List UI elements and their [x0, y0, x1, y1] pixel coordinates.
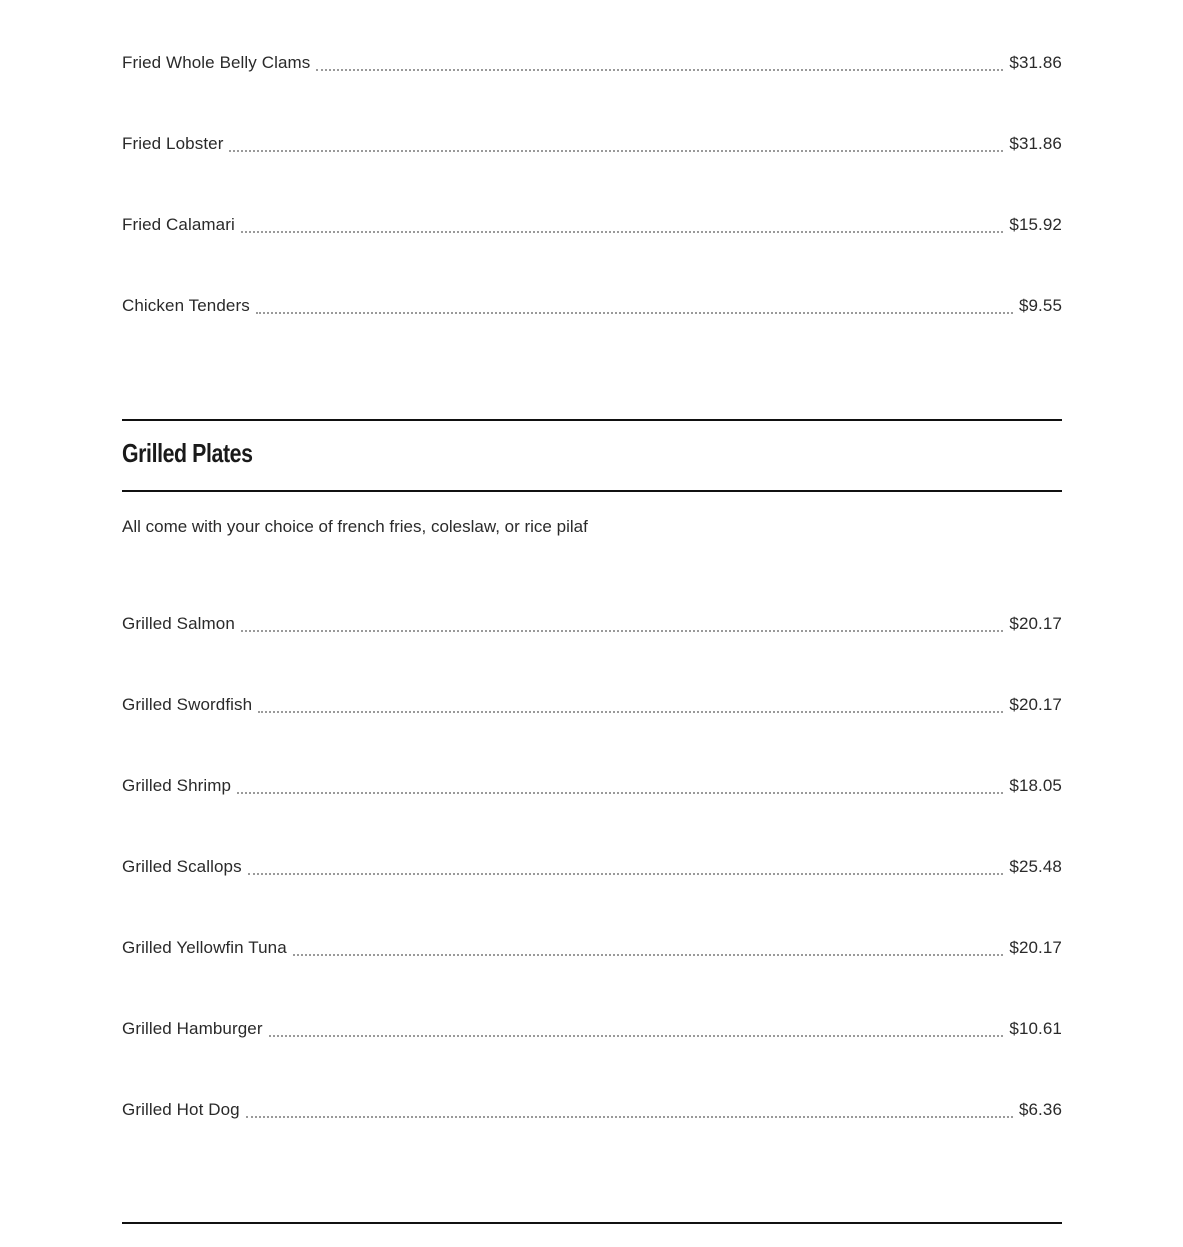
dot-leader — [246, 1116, 1013, 1118]
menu-item-price: $18.05 — [1009, 776, 1062, 795]
menu-item — [122, 612, 1062, 636]
menu-item — [122, 1098, 1062, 1122]
dot-leader — [256, 312, 1013, 314]
menu-item — [122, 855, 1062, 879]
menu-item — [122, 294, 1062, 318]
section-divider-top — [122, 419, 1062, 421]
dot-leader — [248, 873, 1004, 875]
dot-leader — [258, 711, 1003, 713]
dot-leader — [293, 954, 1004, 956]
menu-item — [122, 693, 1062, 717]
menu-item-name: Grilled Hot Dog — [122, 1100, 240, 1119]
dot-leader — [269, 1035, 1004, 1037]
menu-item-name: Grilled Hamburger — [122, 1019, 263, 1038]
menu-item — [122, 774, 1062, 798]
menu-item-price: $15.92 — [1009, 215, 1062, 234]
menu-item — [122, 132, 1062, 156]
dot-leader — [237, 792, 1003, 794]
menu-item — [122, 51, 1062, 75]
menu-item-price: $9.55 — [1018, 296, 1062, 315]
menu-item — [122, 936, 1062, 960]
section-divider-bottom — [122, 490, 1062, 492]
dot-leader — [316, 69, 1003, 71]
menu-item-name: Grilled Scallops — [122, 857, 242, 876]
menu-item-price: $31.86 — [1009, 134, 1062, 153]
dot-leader — [229, 150, 1003, 152]
menu-item-price: $6.36 — [1018, 1100, 1062, 1119]
menu-item-price: $20.17 — [1009, 614, 1062, 633]
menu-item-price: $31.86 — [1009, 53, 1062, 72]
section-title: Grilled Plates — [122, 438, 253, 468]
menu-item-name: Fried Lobster — [122, 134, 224, 153]
menu-item-name: Grilled Shrimp — [122, 776, 232, 795]
dot-leader — [241, 630, 1004, 632]
menu-item-name: Grilled Salmon — [122, 614, 235, 633]
menu-item-name: Chicken Tenders — [122, 296, 250, 315]
menu-item-name: Fried Whole Belly Clams — [122, 53, 311, 72]
menu-item — [122, 213, 1062, 237]
section-note: All come with your choice of french fries, coleslaw, or rice pilaf — [122, 517, 588, 536]
menu-item-price: $10.61 — [1009, 1019, 1062, 1038]
menu-item-name: Fried Calamari — [122, 215, 235, 234]
menu-item-price: $20.17 — [1009, 938, 1062, 957]
menu-item — [122, 1017, 1062, 1041]
section-divider-top — [122, 1222, 1062, 1224]
menu-item-name: Grilled Yellowfin Tuna — [122, 938, 287, 957]
dot-leader — [241, 231, 1004, 233]
menu-item-price: $20.17 — [1009, 695, 1062, 714]
menu-item-price: $25.48 — [1009, 857, 1062, 876]
menu-item-name: Grilled Swordfish — [122, 695, 253, 714]
